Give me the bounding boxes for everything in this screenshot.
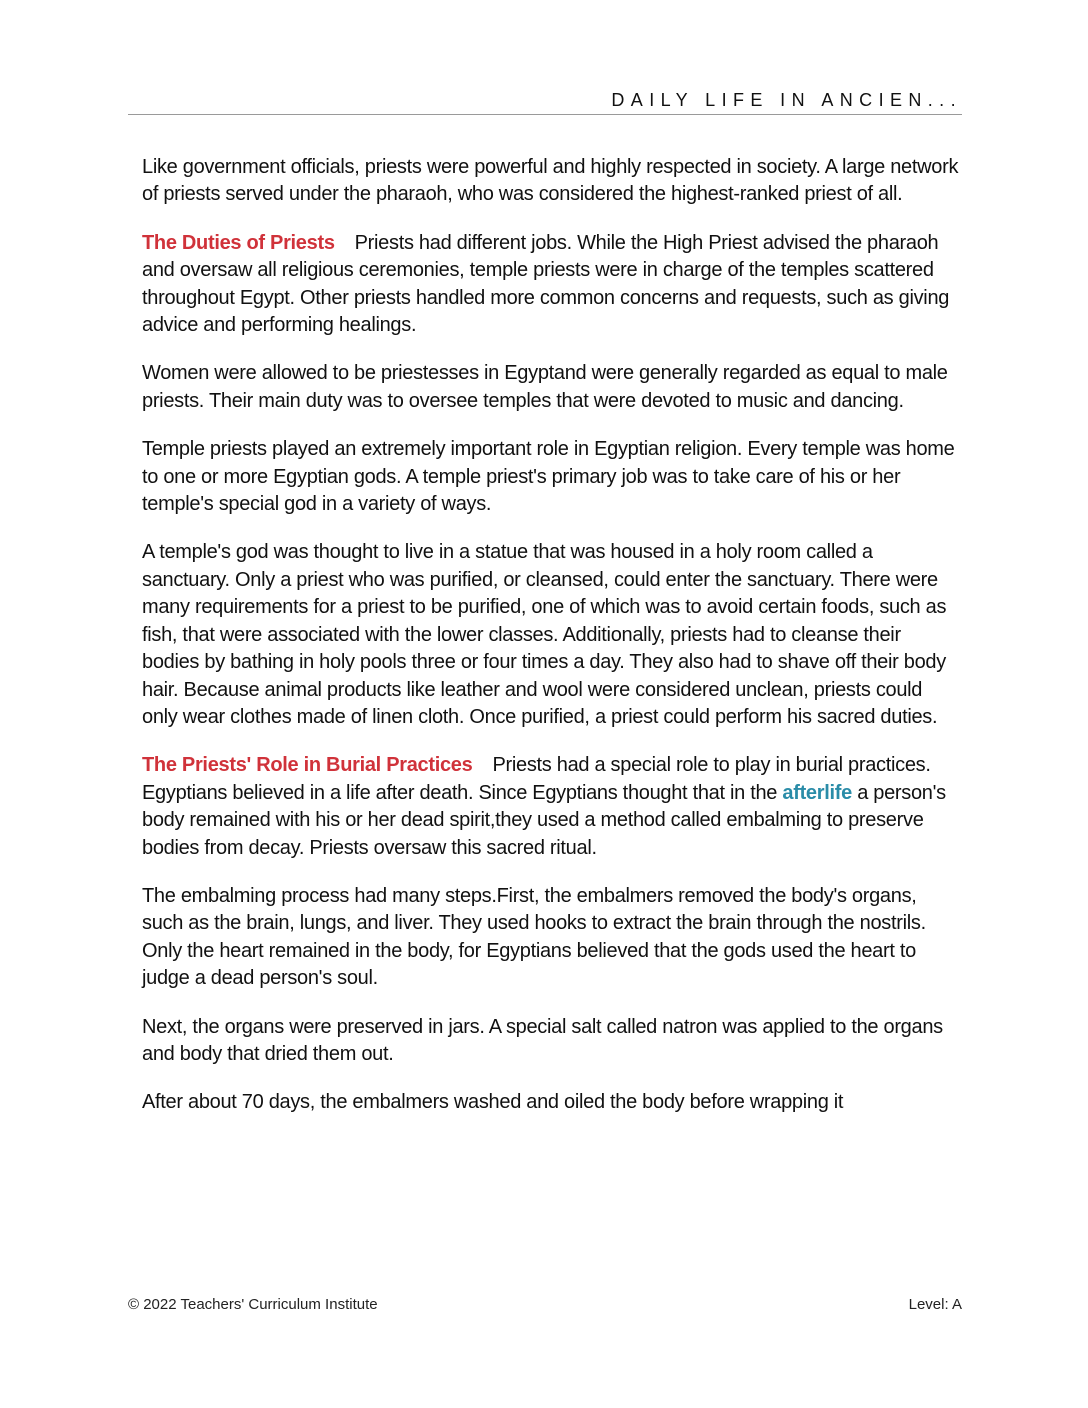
section-heading-duties: The Duties of Priests	[142, 231, 335, 254]
paragraph-burial-text-before: Priests had a special role to play in burial practices. Egyptians believed in a life after death. Since Egyptians thought that in the	[142, 754, 931, 804]
glossary-link-afterlife[interactable]: afterlife	[782, 781, 852, 804]
paragraph-organs: Next, the organs were preserved in jars. A special salt called natron was applied to the organs and body that dried them out.	[142, 1015, 943, 1065]
paragraph-sanctuary: A temple's god was thought to live in a statue that was housed in a holy room called a sanctuary. Only a priest who was purified, or cleansed, could enter the sanctuary. There were many requirements for a priest to be purified, one of which was to avoid certain foods, such as fish, that were associated with the lower classes. Additionally, priests had to cleanse their bodies by bathing in holy pools three or four times a day. They also had to shave off their body hair. Because animal products like leather and wool were considered unclean, priests could only wear clothes made of linen cloth. Once purified, a priest could perform his sacred duties.	[142, 541, 947, 728]
reading-content	[142, 154, 962, 1138]
paragraph-wrapping: After about 70 days, the embalmers washed and oiled the body before wrapping it	[142, 1091, 844, 1114]
paragraph-duties	[142, 230, 962, 340]
paragraph-burial-text-after: a person's body remained with his or her dead spirit,they used a method called embalming to preserve bodies from decay. Priests oversaw this sacred ritual.	[142, 781, 946, 859]
paragraph-embalming: The embalming process had many steps.First, the embalmers removed the body's organs, such as the brain, lungs, and liver. They used hooks to extract the brain through the nostrils. Only the heart remained in the body, for Egyptians believed that the gods used the heart to judge a dead person's soul.	[142, 884, 926, 990]
copyright-text: © 2022 Teachers' Curriculum Institute	[128, 1296, 378, 1313]
paragraph-temple-priests: Temple priests played an extremely important role in Egyptian religion. Every temple was home to one or more Egyptian gods. A temple priest's primary job was to take care of his or her temple's special god in a variety of ways.	[142, 438, 955, 516]
page-header	[128, 88, 962, 115]
reading-level: Level: A	[908, 1296, 962, 1313]
paragraph-priestesses: Women were allowed to be priestesses in Egyptand were generally regarded as equal to male priests. Their main duty was to oversee temples that were devoted to music and dancing.	[142, 362, 948, 412]
section-heading-burial: The Priests' Role in Burial Practices	[142, 754, 473, 777]
paragraph-duties-text: Priests had different jobs. While the High Priest advised the pharaoh and oversaw all religious ceremonies, temple priests were in charge of the temples scattered throughout Egypt. Other priests handled more common concerns and requests, such as giving advice and performing healings.	[142, 231, 950, 337]
paragraph-intro: Like government officials, priests were powerful and highly respected in society. A large network of priests served under the pharaoh, who was considered the highest-ranked priest of all.	[142, 156, 959, 206]
running-title: DAILY LIFE IN ANCIEN...	[611, 90, 962, 110]
paragraph-burial	[142, 752, 962, 862]
